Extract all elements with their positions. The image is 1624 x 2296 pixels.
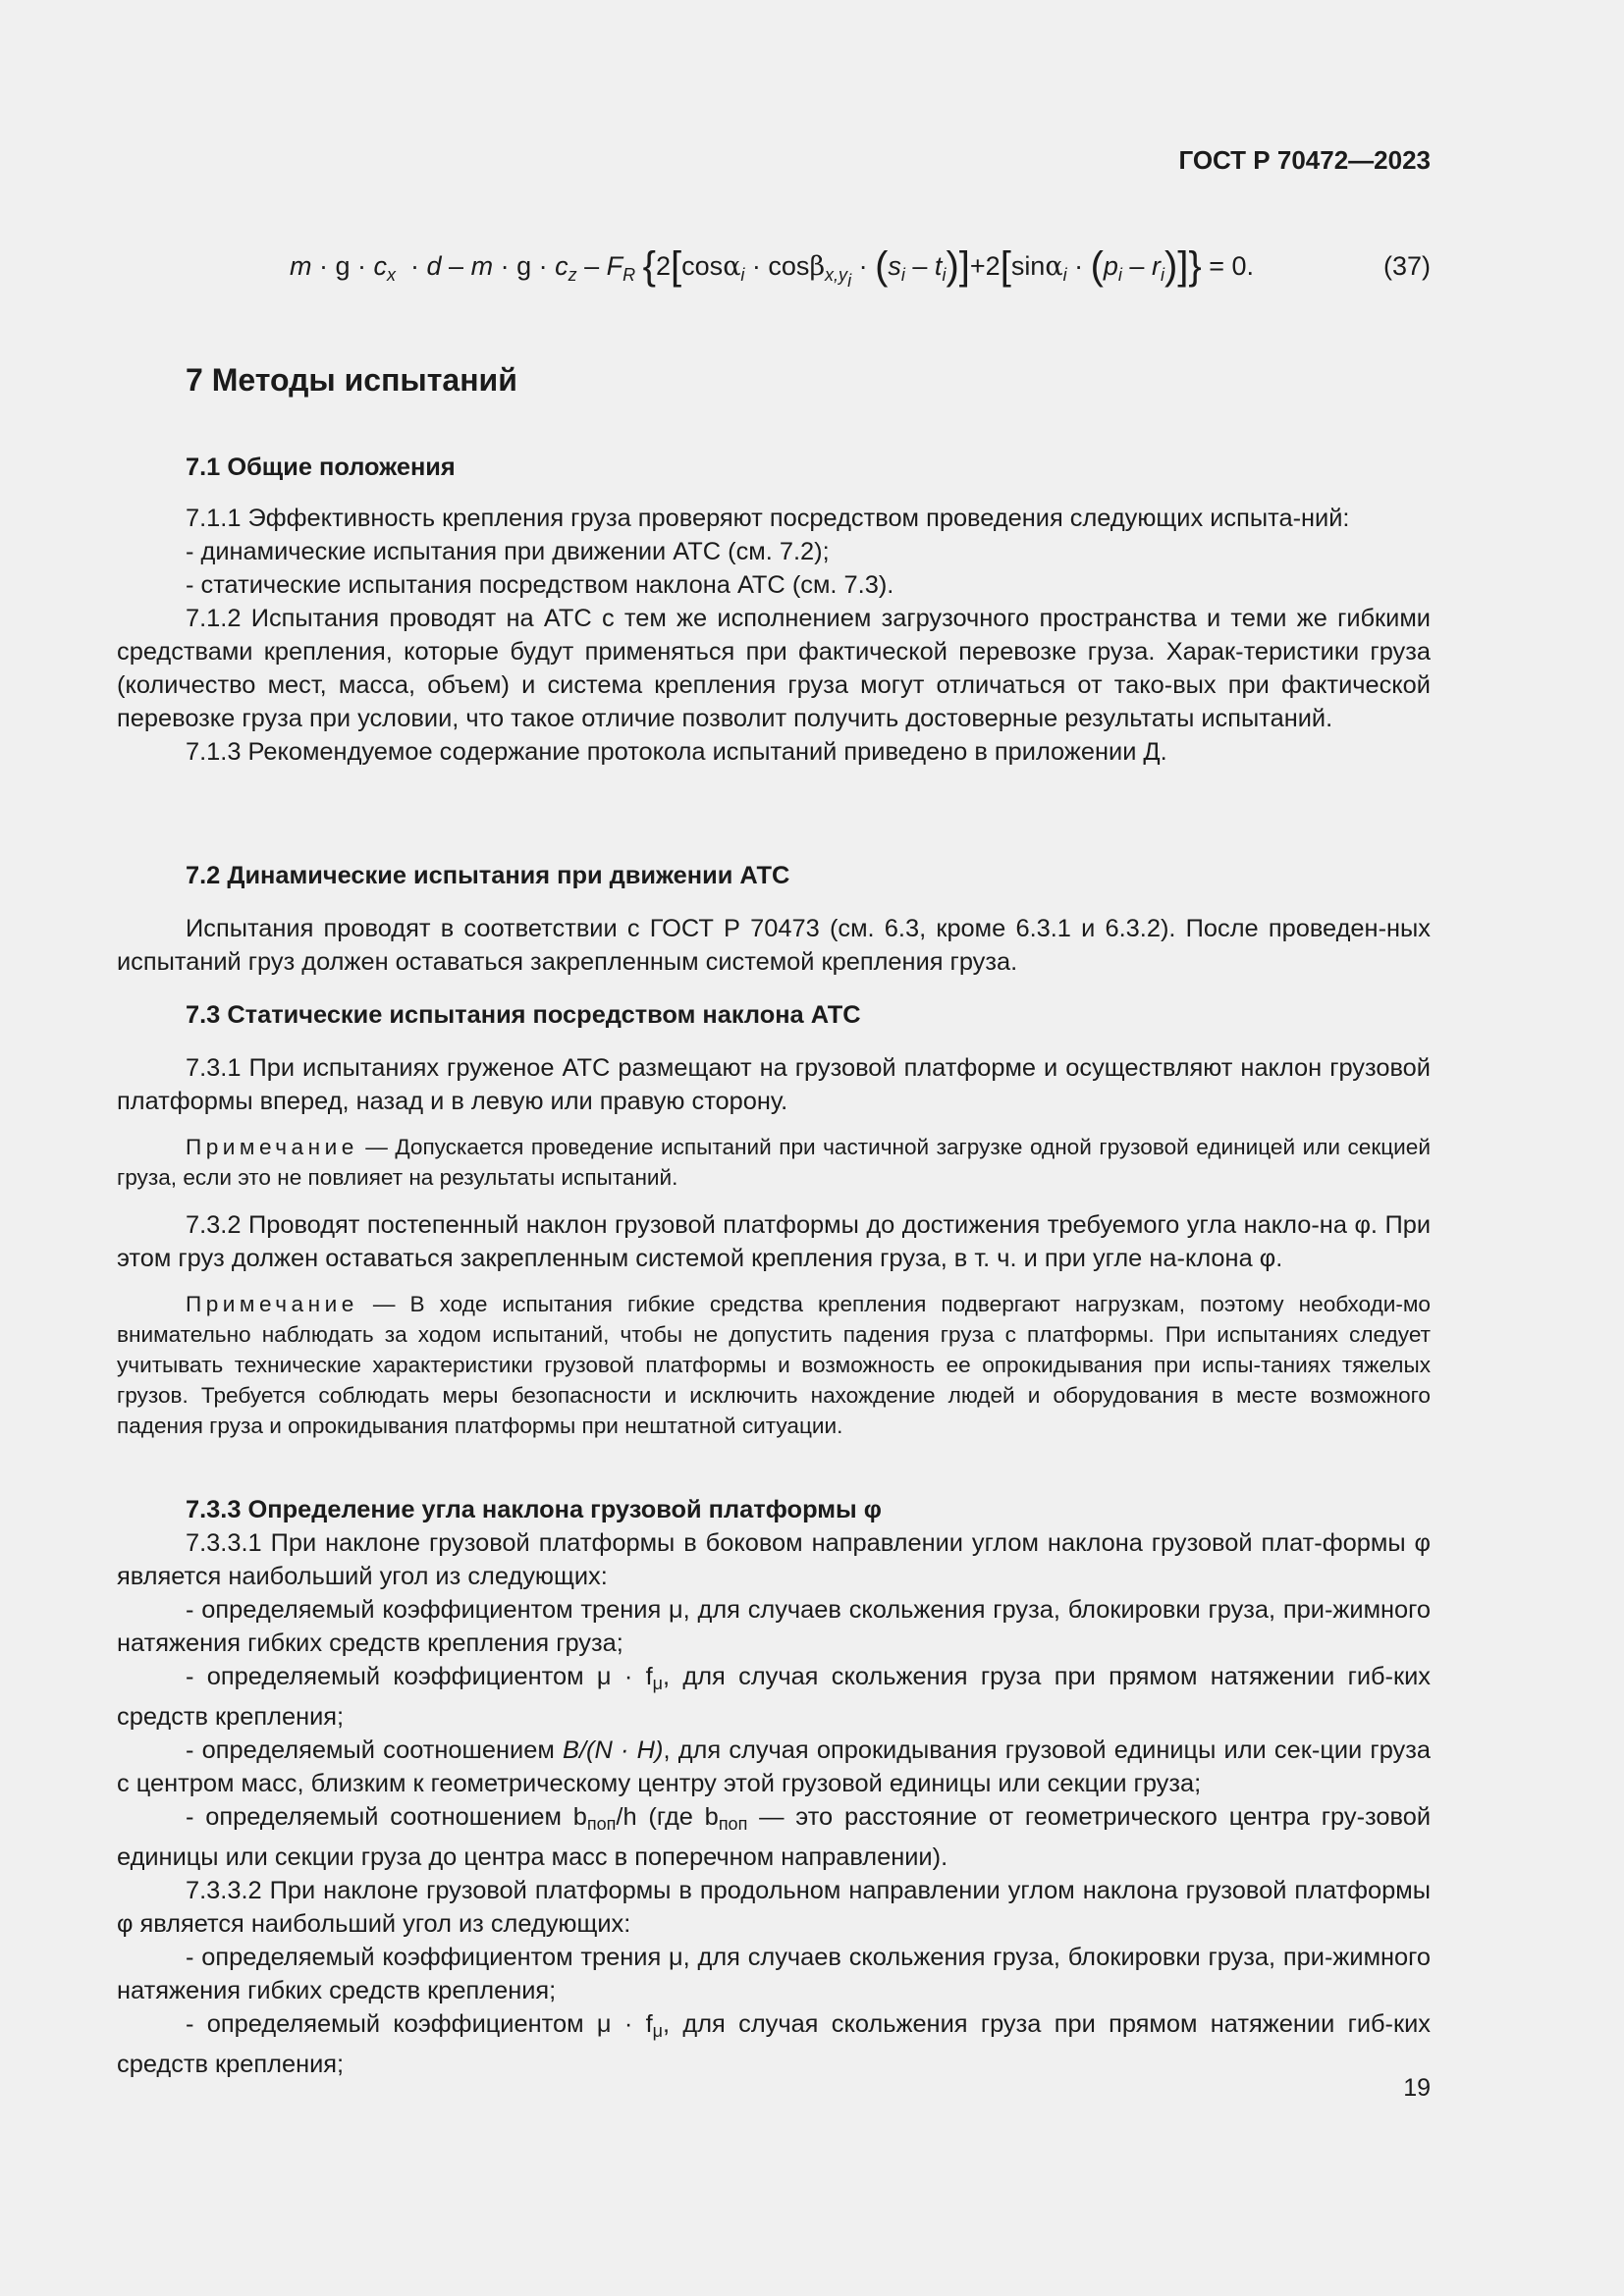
text-span: — это расстояние от геометрического центра гру-зовой единицы или секции груза до центра масс в поперечном направлении). [117,1803,1432,1871]
note-label: Примечание [186,1292,358,1316]
paragraph-7-3-3-2: 7.3.3.2 При наклоне грузовой платформы в продольном направлении углом наклона грузовой платформы φ является наибольший угол из следующих: [117,1877,1431,1938]
subscript: поп [586,1814,617,1834]
text-span: - определяемый коэффициентом μ · f [186,1663,653,1690]
list-item [117,1660,1431,1734]
paragraph-7-3-2: 7.3.2 Проводят постепенный наклон грузовой платформы до достижения требуемого угла накло-на φ. При этом груз должен оставаться закрепленным системой крепления груза, в т. ч. и при угле на-клона φ. [117,1211,1431,1272]
text-span: , для случая скольжения груза при прямом натяжении гиб-ких средств крепления; [117,1663,1432,1731]
section-7-3-3 [117,1493,1431,2081]
list-item [117,2007,1431,2081]
page-number: 19 [1403,2074,1431,2102]
subscript: поп [718,1814,748,1834]
subscript: μ [652,1674,664,1693]
paragraph-7-3-1: 7.3.1 При испытаниях груженое АТС размещают на грузовой платформе и осуществляют наклон грузовой платформы вперед, назад и в левую или правую сторону. [117,1054,1431,1115]
section-7-2-title: 7.2 Динамические испытания при движении АТС [186,862,790,889]
section-7-3 [117,998,1431,1441]
list-item: - определяемый коэффициентом трения μ, для случаев скольжения груза, блокировки груза, при-жимного натяжения гибких средств крепления; [117,1944,1432,2004]
inline-formula: B/(N · H) [563,1736,664,1764]
text-span: - определяемый коэффициентом μ · f [186,2010,653,2038]
paragraph-7-3-3-1: 7.3.3.1 При наклоне грузовой платформы в боковом направлении углом наклона грузовой плат-формы φ является наибольший угол из следующих: [117,1529,1431,1590]
note-text: — В ходе испытания гибкие средства крепления подвергают нагрузкам, поэтому необходи-мо внимательно наблюдать за ходом испытаний, чтобы не допустить падения груза с платформы. При испытаниях следует учитывать технические характеристики грузовой платформы и возможность ее опрокидывания при испы-таниях тяжелых грузов. Требуется соблюдать меры безопасности и исключить нахождение людей и оборудования в месте возможного падения груза и опрокидывания платформы при нештатной ситуации. [117,1292,1431,1438]
document-id: ГОСТ Р 70472—2023 [1178,145,1431,175]
list-item [117,1734,1431,1800]
text-span: - определяемый соотношением b [186,1803,587,1831]
paragraph-7-1-3: 7.1.3 Рекомендуемое содержание протокола испытаний приведено в приложении Д. [186,738,1167,766]
section-7-3-title: 7.3 Статические испытания посредством наклона АТС [186,1001,861,1029]
section-7-2 [117,859,1431,979]
equation-body: $m \cdot g \cdot c_x \cdot d - m \cdot g \cdot c_z - F_R$ $\{2[\cos\alpha_i \cdot \cos\beta_{x,y_i} \cdot (s_i - t_i)]+2[\sin\alpha_i \cdot (p_i - r_i)]\} = 0$. [290,244,1255,291]
paragraph-7-1-1: 7.1.1 Эффективность крепления груза проверяют посредством проведения следующих испыта-ний: [186,505,1350,532]
note-2 [117,1289,1431,1441]
text-span: , для случая опрокидывания грузовой единицы или сек-ции груза с центром масс, близким к геометрическому центру этой грузовой единицы или секции груза; [117,1736,1431,1797]
list-item [117,1800,1431,1874]
subscript: μ [652,2021,664,2041]
section-7-1 [117,451,1431,769]
section-7-1-title: 7.1 Общие положения [186,454,456,481]
paragraph-7-1-2: 7.1.2 Испытания проводят на АТС с тем же исполнением загрузочного пространства и теми же гибкими средствами крепления, которые будут применяться при фактической перевозке груза. Харак-теристики груза (количество мест, масса, объем) и система крепления груза могут отличаться от тако-вых при фактической перевозке груза при условии, что такое отличие позволит получить достоверные результаты испытаний. [117,605,1431,732]
paragraph-7-2: Испытания проводят в соответствии с ГОСТ Р 70473 (см. 6.3, кроме 6.3.1 и 6.3.2). После проведен-ных испытаний груз должен оставаться закрепленным системой крепления груза. [117,915,1431,976]
list-item: - динамические испытания при движении АТС (см. 7.2); [186,538,830,565]
text-span: , для случая скольжения груза при прямом натяжении гиб-ких средств крепления; [117,2010,1432,2078]
equation-number: (37) [1382,251,1431,281]
list-item: - статические испытания посредством наклона АТС (см. 7.3). [186,571,894,599]
note-label: Примечание [186,1135,358,1159]
note-1 [117,1132,1431,1193]
text-span: - определяемый соотношением [186,1736,564,1764]
section-7-3-3-title: 7.3.3 Определение угла наклона грузовой платформы φ [186,1496,882,1523]
text-span: /h (где b [616,1803,719,1831]
list-item: - определяемый коэффициентом трения μ, для случаев скольжения груза, блокировки груза, при-жимного натяжения гибких средств крепления груза; [117,1596,1432,1657]
equation-37 [290,239,1431,294]
note-text: — Допускается проведение испытаний при частичной загрузке одной грузовой единицей или секцией груза, если это не повлияет на результаты испытаний. [117,1135,1431,1190]
section-7-title: 7 Методы испытаний [186,362,517,398]
